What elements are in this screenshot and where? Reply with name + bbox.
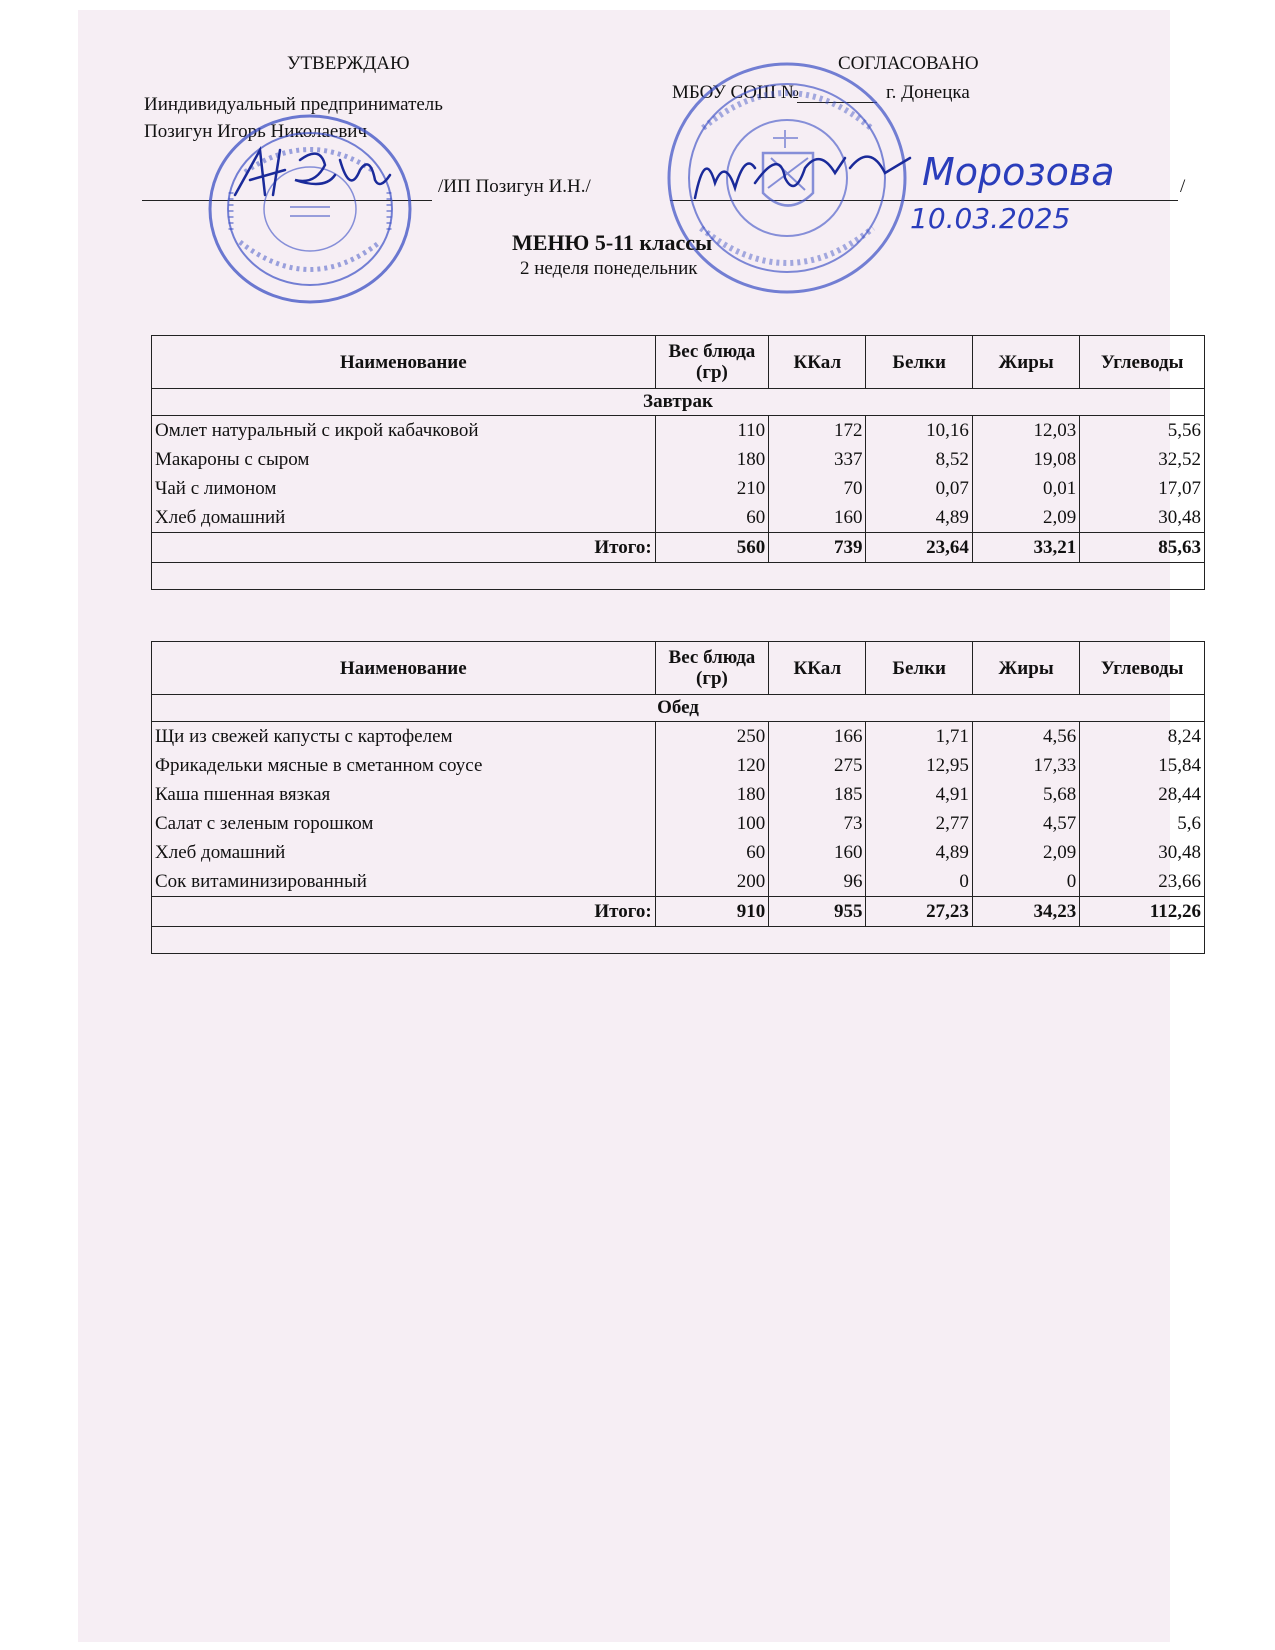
dish-kcal: 337 [769, 445, 866, 474]
entrepreneur-title: Ииндивидуальный предприниматель [144, 94, 443, 115]
dish-carbs: 17,07 [1080, 474, 1205, 503]
table-header-row [152, 336, 1205, 389]
dish-kcal: 70 [769, 474, 866, 503]
dish-name: Салат с зеленым горошком [152, 809, 656, 838]
column-header: Наименование [152, 642, 656, 695]
entrepreneur-signature-line [142, 200, 432, 201]
dish-kcal: 73 [769, 809, 866, 838]
dish-kcal: 160 [769, 838, 866, 867]
dish-weight: 60 [655, 838, 769, 867]
dish-protein: 12,95 [866, 751, 972, 780]
dish-weight: 110 [655, 416, 769, 446]
total-carbs: 112,26 [1080, 897, 1205, 927]
dish-name: Омлет натуральный с икрой кабачковой [152, 416, 656, 446]
page-title: МЕНЮ 5-11 классы [512, 230, 713, 255]
table-row [152, 809, 1205, 838]
school-signature-line [670, 200, 1178, 201]
dish-weight: 180 [655, 445, 769, 474]
dish-protein: 4,89 [866, 838, 972, 867]
dish-kcal: 96 [769, 867, 866, 897]
column-header: ККал [769, 336, 866, 389]
dish-carbs: 23,66 [1080, 867, 1205, 897]
total-weight: 560 [655, 533, 769, 563]
dish-kcal: 185 [769, 780, 866, 809]
dish-weight: 100 [655, 809, 769, 838]
total-fat: 34,23 [972, 897, 1079, 927]
entrepreneur-name: Позигун Игорь Николаевич [144, 121, 368, 142]
column-header: Углеводы [1080, 336, 1205, 389]
dish-protein: 2,77 [866, 809, 972, 838]
dish-name: Чай с лимоном [152, 474, 656, 503]
table-row [152, 474, 1205, 503]
column-header: ККал [769, 642, 866, 695]
dish-name: Хлеб домашний [152, 503, 656, 533]
total-weight: 910 [655, 897, 769, 927]
dish-protein: 10,16 [866, 416, 972, 446]
section-title: Обед [152, 695, 1205, 722]
total-carbs: 85,63 [1080, 533, 1205, 563]
dish-weight: 60 [655, 503, 769, 533]
dish-weight: 200 [655, 867, 769, 897]
blank-row [152, 563, 1205, 590]
dish-name: Макароны с сыром [152, 445, 656, 474]
dish-weight: 210 [655, 474, 769, 503]
dish-carbs: 15,84 [1080, 751, 1205, 780]
column-header: Белки [866, 642, 972, 695]
page-subtitle: 2 неделя понедельник [520, 258, 698, 279]
dish-name: Щи из свежей капусты с картофелем [152, 722, 656, 752]
dish-weight: 250 [655, 722, 769, 752]
table-row [152, 780, 1205, 809]
dish-fat: 0 [972, 867, 1079, 897]
handwritten-date: 10.03.2025 [910, 202, 1071, 235]
dish-protein: 4,91 [866, 780, 972, 809]
dish-fat: 12,03 [972, 416, 1079, 446]
table-row [152, 416, 1205, 446]
dish-weight: 180 [655, 780, 769, 809]
dish-fat: 19,08 [972, 445, 1079, 474]
dish-fat: 17,33 [972, 751, 1079, 780]
dish-kcal: 166 [769, 722, 866, 752]
table-header-row [152, 642, 1205, 695]
column-header: Наименование [152, 336, 656, 389]
dish-fat: 4,56 [972, 722, 1079, 752]
dish-protein: 0 [866, 867, 972, 897]
dish-protein: 8,52 [866, 445, 972, 474]
school-name: МБОУ СОШ № [672, 82, 799, 103]
table-row [152, 722, 1205, 752]
total-kcal: 739 [769, 533, 866, 563]
dish-fat: 2,09 [972, 503, 1079, 533]
dish-fat: 4,57 [972, 809, 1079, 838]
total-protein: 27,23 [866, 897, 972, 927]
dish-fat: 5,68 [972, 780, 1079, 809]
city-name: г. Донецка [886, 82, 970, 103]
table-row [152, 445, 1205, 474]
school-number-line [797, 102, 877, 103]
dish-name: Сок витаминизированный [152, 867, 656, 897]
dish-protein: 4,89 [866, 503, 972, 533]
dish-name: Фрикадельки мясные в сметанном соусе [152, 751, 656, 780]
section-title: Завтрак [152, 389, 1205, 416]
dish-name: Каша пшенная вязкая [152, 780, 656, 809]
dish-kcal: 275 [769, 751, 866, 780]
dish-name: Хлеб домашний [152, 838, 656, 867]
column-header: Вес блюда (гр) [655, 336, 769, 389]
column-header: Жиры [972, 642, 1079, 695]
dish-weight: 120 [655, 751, 769, 780]
breakfast-table [151, 335, 1205, 590]
total-row [152, 897, 1205, 927]
dish-protein: 0,07 [866, 474, 972, 503]
dish-kcal: 172 [769, 416, 866, 446]
dish-fat: 0,01 [972, 474, 1079, 503]
dish-carbs: 8,24 [1080, 722, 1205, 752]
column-header: Жиры [972, 336, 1079, 389]
dish-protein: 1,71 [866, 722, 972, 752]
dish-carbs: 5,6 [1080, 809, 1205, 838]
total-label: Итого: [152, 897, 656, 927]
agree-label: СОГЛАСОВАНО [838, 53, 979, 74]
dish-carbs: 5,56 [1080, 416, 1205, 446]
handwritten-surname: Морозова [922, 150, 1115, 194]
total-label: Итого: [152, 533, 656, 563]
dish-fat: 2,09 [972, 838, 1079, 867]
entrepreneur-signature-caption: /ИП Позигун И.Н./ [438, 176, 591, 197]
table-row [152, 503, 1205, 533]
approve-label: УТВЕРЖДАЮ [287, 53, 410, 74]
dish-carbs: 30,48 [1080, 503, 1205, 533]
column-header: Вес блюда (гр) [655, 642, 769, 695]
dish-carbs: 30,48 [1080, 838, 1205, 867]
total-kcal: 955 [769, 897, 866, 927]
blank-row [152, 927, 1205, 954]
lunch-table [151, 641, 1205, 954]
column-header: Углеводы [1080, 642, 1205, 695]
table-row [152, 867, 1205, 897]
column-header: Белки [866, 336, 972, 389]
dish-carbs: 28,44 [1080, 780, 1205, 809]
signature-slash: / [1180, 176, 1186, 197]
table-row [152, 838, 1205, 867]
dish-kcal: 160 [769, 503, 866, 533]
total-fat: 33,21 [972, 533, 1079, 563]
total-protein: 23,64 [866, 533, 972, 563]
dish-carbs: 32,52 [1080, 445, 1205, 474]
table-row [152, 751, 1205, 780]
total-row [152, 533, 1205, 563]
